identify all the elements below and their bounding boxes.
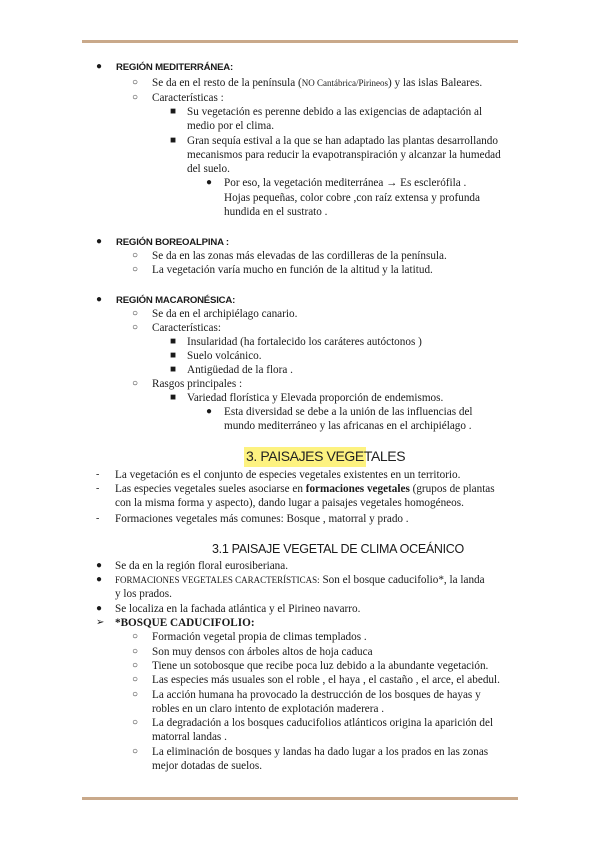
list-item: La vegetación varía mucho en función de la altitud y la latitud.	[152, 264, 433, 276]
section-heading-macaronesica: REGIÓN MACARONÉSICA:	[116, 295, 236, 306]
list-item: Esta diversidad se debe a la unión de las influencias del	[224, 406, 473, 418]
bullet-dot-icon: ●	[96, 61, 103, 72]
list-item: Características :	[152, 92, 224, 104]
section-heading-mediterranea: REGIÓN MEDITERRÁNEA:	[116, 62, 233, 73]
bullet-dot-icon: ●	[206, 406, 213, 417]
bullet-square-icon: ■	[170, 135, 177, 146]
list-item: Variedad florística y Elevada proporción de endemismos.	[187, 392, 444, 404]
section-title-paisajes: 3. PAISAJES VEGETALES	[246, 448, 406, 464]
list-item: Las especies vegetales sueles asociarse en formaciones vegetales (grupos de plantas	[115, 483, 495, 495]
list-item: Formación vegetal propia de climas templados .	[152, 631, 367, 643]
list-item: Por eso, la vegetación mediterránea → Es esclerófila .	[224, 177, 467, 189]
list-item: Se da en las zonas más elevadas de las cordilleras de la península.	[152, 250, 447, 262]
bullet-circle-icon: ○	[132, 717, 139, 728]
section-title-oceanico: 3.1 PAISAJE VEGETAL DE CLIMA OCEÁNICO	[212, 542, 464, 556]
list-item: Características:	[152, 322, 221, 334]
bullet-circle-icon: ○	[132, 674, 139, 685]
bullet-arrow-icon: ➢	[96, 617, 105, 628]
list-item-continuation: matorral landas .	[152, 731, 227, 743]
bullet-square-icon: ■	[170, 350, 177, 361]
subsection-heading-bosque: *BOSQUE CADUCIFOLIO:	[115, 617, 255, 629]
bullet-dot-icon: ●	[96, 236, 103, 247]
bullet-circle-icon: ○	[132, 689, 139, 700]
list-item-continuation: robles en un claro intento de explotación maderera .	[152, 703, 385, 715]
bullet-dot-icon: ●	[206, 177, 213, 188]
list-item: La degradación a los bosques caducifolios atlánticos origina la aparición del	[152, 717, 494, 729]
list-item-continuation: mundo mediterráneo y las africanas en el archipiélago .	[224, 420, 472, 432]
list-item: Su vegetación es perenne debido a las exigencias de adaptación al	[187, 106, 483, 118]
bullet-circle-icon: ○	[132, 646, 139, 657]
bullet-circle-icon: ○	[132, 92, 139, 103]
list-item-continuation: mecanismos para reducir la evapotranspiración y alcanzar la humedad	[187, 149, 501, 161]
bullet-dot-icon: ●	[96, 560, 103, 571]
list-item-continuation: medio por el clima.	[187, 120, 274, 132]
bullet-circle-icon: ○	[132, 264, 139, 275]
list-item: FORMACIONES VEGETALES CARACTERÍSTICAS: Son el bosque caducifolio*, la landa	[115, 574, 485, 586]
list-item: Formaciones vegetales más comunes: Bosque , matorral y prado .	[115, 513, 409, 525]
bullet-dot-icon: ●	[96, 574, 103, 585]
list-item-continuation: mejor dotadas de suelos.	[152, 760, 262, 772]
list-item: Se da en el archipiélago canario.	[152, 308, 298, 320]
bullet-circle-icon: ○	[132, 250, 139, 261]
bullet-square-icon: ■	[170, 364, 177, 375]
list-item: La vegetación es el conjunto de especies vegetales existentes en un territorio.	[115, 469, 461, 481]
bullet-dot-icon: ●	[96, 603, 103, 614]
bullet-square-icon: ■	[170, 392, 177, 403]
list-item: Se da en la región floral eurosiberiana.	[115, 560, 289, 572]
bullet-circle-icon: ○	[132, 77, 139, 88]
list-item: La acción humana ha provocado la destrucción de los bosques de hayas y	[152, 689, 481, 701]
list-item: Gran sequía estival a la que se han adaptado las plantas desarrollando	[187, 135, 498, 147]
bullet-circle-icon: ○	[132, 322, 139, 333]
section-heading-boreoalpina: REGIÓN BOREOALPINA :	[116, 237, 229, 248]
list-item: Suelo volcánico.	[187, 350, 262, 362]
list-item: La eliminación de bosques y landas ha dado lugar a los prados en las zonas	[152, 746, 489, 758]
list-item: Se da en el resto de la península (NO Cantábrica/Pirineos) y las islas Baleares.	[152, 77, 483, 89]
list-item-continuation: y los prados.	[115, 588, 172, 600]
list-item: Son muy densos con árboles altos de hoja caduca	[152, 646, 373, 658]
bullet-dash-icon: -	[96, 483, 100, 494]
list-item: Las especies más usuales son el roble , el haya , el castaño , el arce, el abedul.	[152, 674, 500, 686]
list-item-continuation: del suelo.	[187, 163, 230, 175]
list-item: Tiene un sotobosque que recibe poca luz debido a la abundante vegetación.	[152, 660, 489, 672]
bullet-dash-icon: -	[96, 469, 100, 480]
list-item: Se localiza en la fachada atlántica y el Pirineo navarro.	[115, 603, 361, 615]
bullet-circle-icon: ○	[132, 378, 139, 389]
list-item: Antigüedad de la flora .	[187, 364, 293, 376]
bullet-dash-icon: -	[96, 513, 100, 524]
bullet-square-icon: ■	[170, 336, 177, 347]
bullet-square-icon: ■	[170, 106, 177, 117]
bullet-circle-icon: ○	[132, 660, 139, 671]
list-item-continuation: Hojas pequeñas, color cobre ,con raíz extensa y profunda	[224, 192, 480, 204]
bullet-circle-icon: ○	[132, 631, 139, 642]
bullet-dot-icon: ●	[96, 294, 103, 305]
bullet-circle-icon: ○	[132, 746, 139, 757]
bullet-circle-icon: ○	[132, 308, 139, 319]
list-item-continuation: hundida en el sustrato .	[224, 206, 328, 218]
list-item-continuation: con la misma forma y aspecto), dando lugar a paisajes vegetales homogéneos.	[115, 497, 464, 509]
list-item: Insularidad (ha fortalecido los caráteres autóctonos )	[187, 336, 422, 348]
list-item: Rasgos principales :	[152, 378, 243, 390]
